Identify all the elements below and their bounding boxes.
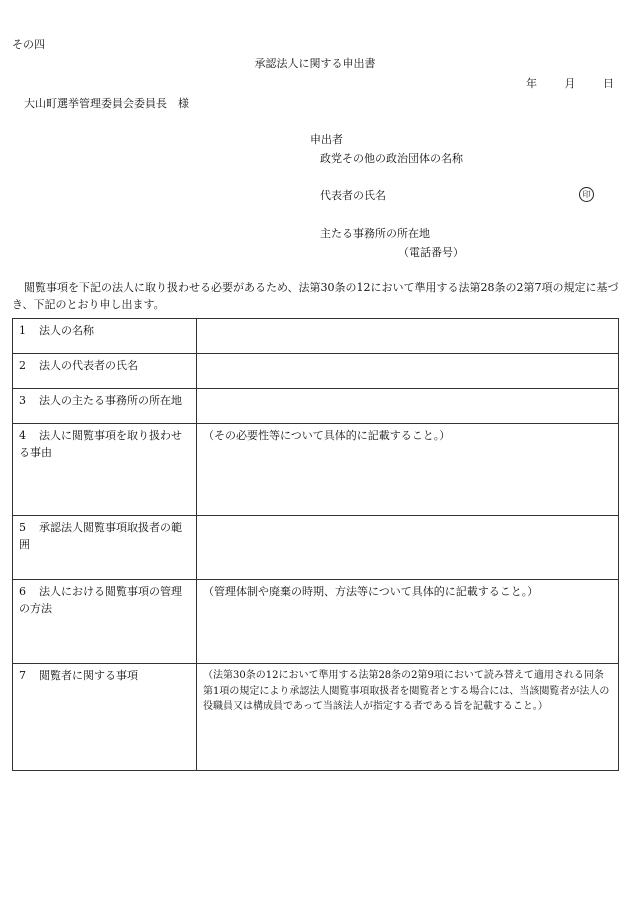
table-row: [13, 389, 619, 424]
document-title: 承認法人に関する申出書: [254, 57, 376, 70]
row-number: 5: [19, 521, 26, 534]
row-number: 2: [19, 359, 26, 372]
row-label: 閲覧者に関する事項: [39, 669, 138, 682]
row-label-cell: [13, 516, 197, 580]
row-note: （管理体制や廃棄の時期、方法等について具体的に記載すること。）: [203, 585, 539, 598]
row-value-cell[interactable]: [197, 580, 619, 664]
row-label-cell: [13, 424, 197, 516]
row-value-cell[interactable]: [197, 424, 619, 516]
row-number: 1: [19, 324, 26, 337]
row-number: 3: [19, 394, 26, 407]
row-number: 7: [19, 669, 26, 682]
row-label-cell: [13, 389, 197, 424]
row-note: （その必要性等について具体的に記載すること。）: [203, 429, 451, 442]
applicant-label: 申出者: [310, 133, 343, 146]
row-value-cell[interactable]: [197, 516, 619, 580]
row-value-cell[interactable]: [197, 354, 619, 389]
representative-name-label: 代表者の氏名: [320, 189, 386, 202]
table-row: [13, 354, 619, 389]
table-row: [13, 319, 619, 354]
seal-mark: 印: [579, 187, 594, 202]
row-value-cell[interactable]: [197, 319, 619, 354]
table-row: [13, 664, 619, 771]
table-row: [13, 580, 619, 664]
date-year: 年: [526, 77, 537, 90]
row-label: 法人の代表者の氏名: [39, 359, 138, 372]
table-row: [13, 424, 619, 516]
date-line: [502, 76, 614, 93]
row-number: 6: [19, 585, 26, 598]
row-value-cell[interactable]: [197, 664, 619, 771]
table-row: [13, 516, 619, 580]
date-day: 日: [603, 77, 614, 90]
document-number: その四: [12, 38, 45, 51]
date-month: 月: [564, 77, 576, 90]
application-table: [12, 318, 619, 771]
row-value-cell[interactable]: [197, 389, 619, 424]
row-number: 4: [19, 429, 26, 442]
row-label-cell: [13, 354, 197, 389]
row-label: 法人に閲覧事項を取り扱わせる事由: [19, 429, 182, 459]
recipient: 大山町選挙管理委員会委員長 様: [24, 97, 189, 110]
party-name-label: 政党その他の政治団体の名称: [320, 152, 463, 165]
row-label: 承認法人閲覧事項取扱者の範囲: [19, 521, 182, 551]
row-label: 法人における閲覧事項の管理の方法: [19, 585, 182, 615]
row-label: 法人の名称: [39, 324, 94, 337]
office-address-label: 主たる事務所の所在地: [320, 227, 430, 240]
phone-label: （電話番号）: [398, 246, 464, 259]
row-note: （法第30条の12において準用する法第28条の2第9項において読み替えて適用される同条第1項の規定により承認法人閲覧事項取扱者を閲覧者とする場合には、当該閲覧者が法人の役職員又は構成員であって当該法人が指定する者である旨を記載すること。）: [203, 670, 610, 712]
row-label-cell: [13, 319, 197, 354]
row-label-cell: [13, 580, 197, 664]
row-label: 法人の主たる事務所の所在地: [39, 394, 182, 407]
body-text: 閲覧事項を下記の法人に取り扱わせる必要があるため、法第30条の12において準用する法第28条の2第7項の規定に基づき、下記のとおり申し出ます。: [12, 281, 619, 311]
row-label-cell: [13, 664, 197, 771]
